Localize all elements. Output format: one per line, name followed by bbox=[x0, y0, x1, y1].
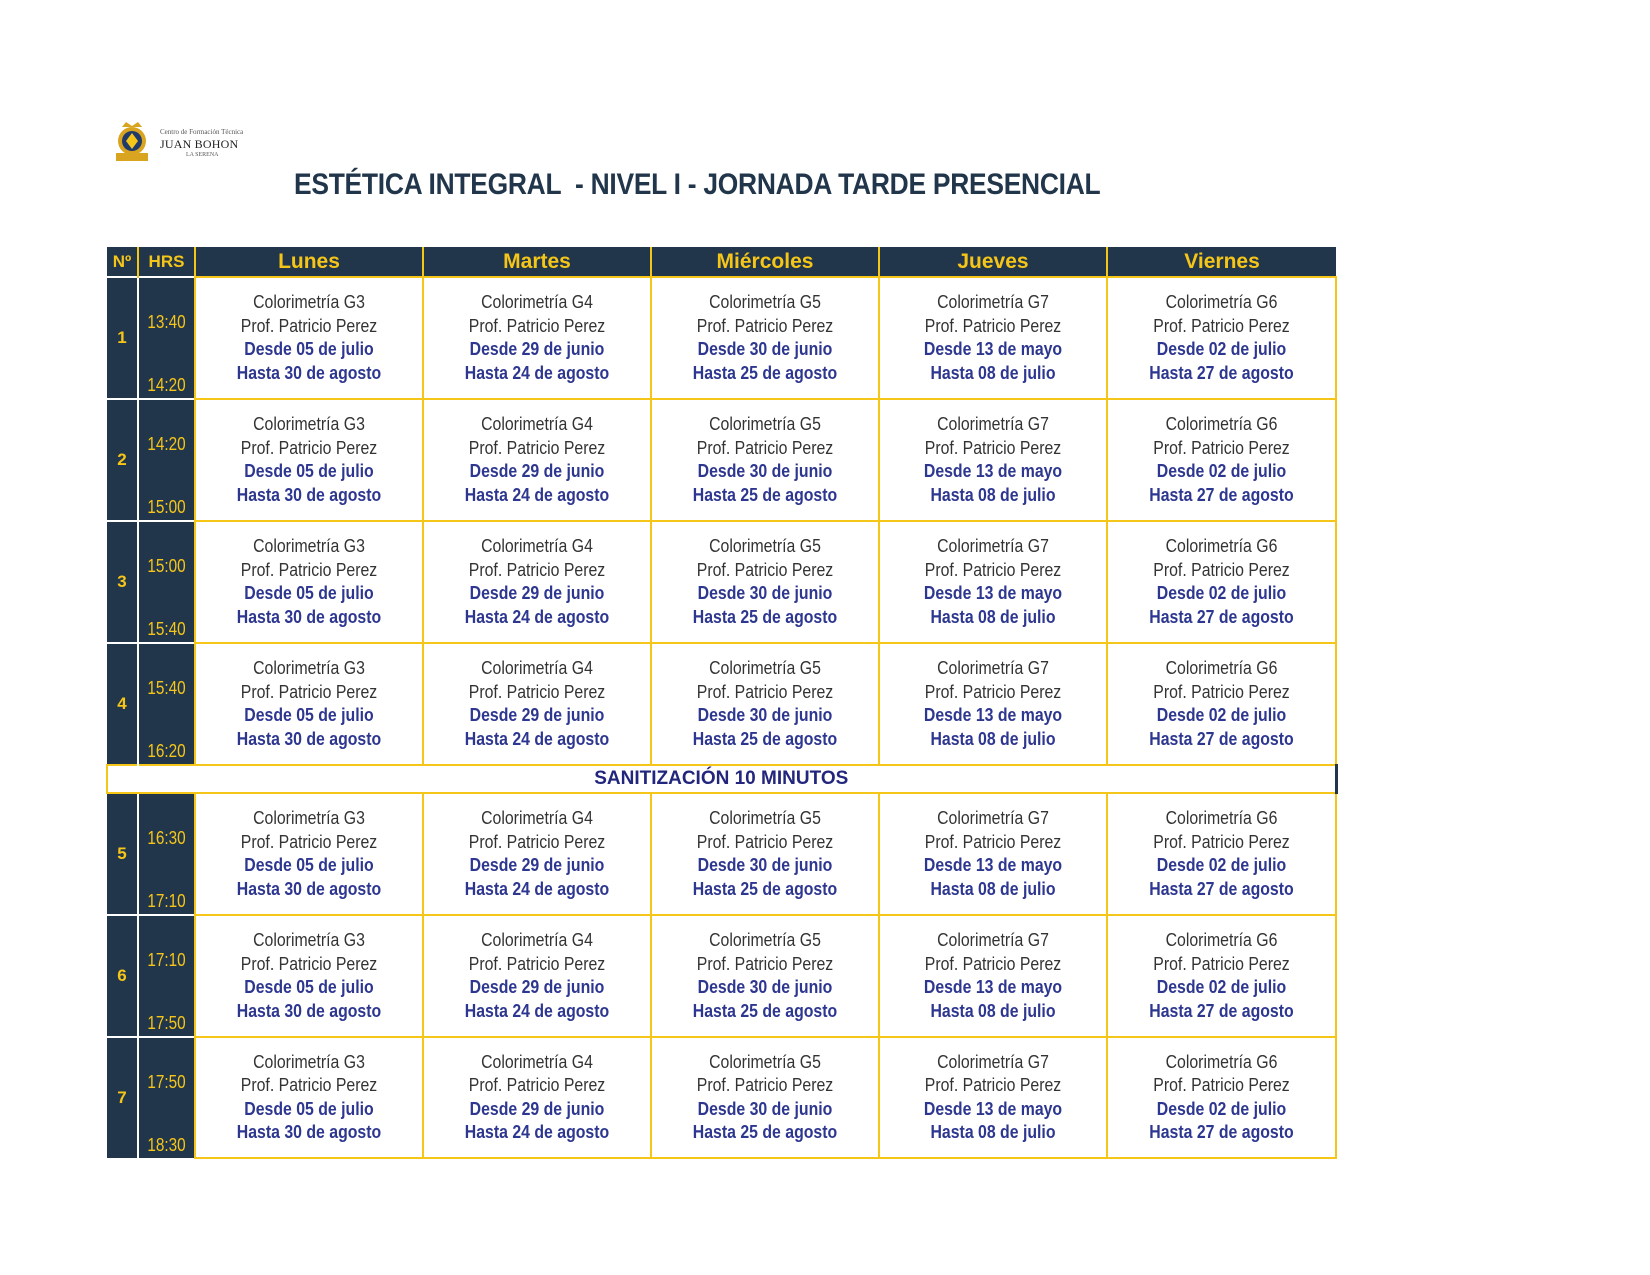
class-subject: Colorimetría G6 bbox=[1165, 1051, 1278, 1072]
class-start-date: Desde 13 de mayo bbox=[923, 977, 1063, 997]
class-cell-lunes bbox=[195, 399, 423, 521]
class-cell-jueves bbox=[879, 793, 1107, 915]
class-end-date: Hasta 27 de agosto bbox=[1149, 606, 1294, 627]
schedule-body bbox=[107, 277, 1336, 1158]
class-cell-viernes bbox=[1107, 915, 1336, 1037]
class-start-date: Desde 02 de julio bbox=[1156, 855, 1287, 875]
class-start-date: Desde 02 de julio bbox=[1156, 1098, 1287, 1119]
class-professor: Prof. Patricio Perez bbox=[1153, 315, 1290, 336]
class-professor: Prof. Patricio Perez bbox=[696, 953, 834, 974]
class-end-date: Hasta 25 de agosto bbox=[692, 362, 838, 383]
class-cell-miercoles bbox=[651, 399, 879, 521]
class-end-date: Hasta 30 de agosto bbox=[236, 484, 382, 505]
class-cell-lunes bbox=[195, 277, 423, 399]
class-subject: Colorimetría G6 bbox=[1165, 808, 1278, 828]
block-hours bbox=[138, 521, 195, 643]
class-cell-martes bbox=[423, 521, 651, 643]
class-subject: Colorimetría G7 bbox=[937, 536, 1049, 556]
block-number: 2 bbox=[107, 399, 138, 521]
start-time bbox=[139, 950, 194, 971]
class-subject: Colorimetría G5 bbox=[709, 1051, 821, 1072]
header-lunes: Lunes bbox=[195, 247, 423, 277]
header-jueves: Jueves bbox=[879, 247, 1107, 277]
institution-logo bbox=[108, 118, 248, 168]
hours-wrap bbox=[139, 278, 194, 398]
class-start-date: Desde 30 de junio bbox=[697, 705, 833, 725]
class-professor: Prof. Patricio Perez bbox=[696, 315, 834, 336]
sanitization-label: SANITIZACIÓN 10 MINUTOS bbox=[107, 765, 1336, 793]
class-professor: Prof. Patricio Perez bbox=[468, 831, 606, 852]
start-time-text: 13:40 bbox=[147, 312, 186, 332]
class-end-date: Hasta 30 de agosto bbox=[236, 1122, 382, 1142]
table-row bbox=[107, 915, 1336, 1037]
class-professor: Prof. Patricio Perez bbox=[240, 831, 378, 852]
class-cell-miercoles bbox=[651, 793, 879, 915]
class-subject: Colorimetría G5 bbox=[709, 292, 821, 312]
class-cell-jueves bbox=[879, 277, 1107, 399]
class-professor: Prof. Patricio Perez bbox=[468, 681, 606, 702]
table-row bbox=[107, 1037, 1336, 1158]
class-professor: Prof. Patricio Perez bbox=[1153, 559, 1290, 580]
class-professor: Prof. Patricio Perez bbox=[696, 681, 834, 702]
class-start-date: Desde 13 de mayo bbox=[923, 339, 1063, 359]
class-subject: Colorimetría G3 bbox=[253, 658, 365, 678]
class-professor: Prof. Patricio Perez bbox=[924, 437, 1062, 458]
class-cell-miercoles bbox=[651, 277, 879, 399]
class-professor: Prof. Patricio Perez bbox=[696, 559, 834, 580]
hours-wrap bbox=[139, 644, 194, 764]
class-cell-jueves bbox=[879, 1037, 1107, 1158]
crest-icon bbox=[108, 119, 156, 167]
class-start-date: Desde 05 de julio bbox=[244, 583, 374, 603]
start-time-text: 17:50 bbox=[147, 1072, 186, 1092]
class-start-date: Desde 05 de julio bbox=[244, 461, 374, 481]
class-professor: Prof. Patricio Perez bbox=[696, 831, 834, 852]
block-hours bbox=[138, 915, 195, 1037]
block-number: 7 bbox=[107, 1037, 138, 1158]
end-time bbox=[139, 375, 194, 396]
end-time-text: 16:20 bbox=[147, 741, 186, 761]
table-row bbox=[107, 793, 1336, 915]
class-cell-viernes bbox=[1107, 277, 1336, 399]
class-subject: Colorimetría G7 bbox=[937, 1051, 1049, 1072]
class-start-date: Desde 30 de junio bbox=[697, 1098, 833, 1119]
class-start-date: Desde 02 de julio bbox=[1156, 339, 1287, 359]
class-end-date: Hasta 27 de agosto bbox=[1149, 1000, 1294, 1021]
logo-city: LA SERENA bbox=[186, 151, 219, 158]
table-row bbox=[107, 521, 1336, 643]
block-number: 6 bbox=[107, 915, 138, 1037]
class-professor: Prof. Patricio Perez bbox=[924, 831, 1062, 852]
start-time bbox=[139, 678, 194, 699]
class-cell-viernes bbox=[1107, 793, 1336, 915]
class-professor: Prof. Patricio Perez bbox=[1153, 437, 1290, 458]
end-time-text: 18:30 bbox=[147, 1135, 186, 1155]
class-cell-martes bbox=[423, 643, 651, 765]
class-start-date: Desde 29 de junio bbox=[469, 705, 605, 725]
class-professor: Prof. Patricio Perez bbox=[240, 315, 378, 336]
class-start-date: Desde 30 de junio bbox=[697, 461, 833, 481]
end-time-text: 15:40 bbox=[147, 619, 186, 639]
class-end-date: Hasta 25 de agosto bbox=[692, 878, 838, 899]
block-hours bbox=[138, 277, 195, 399]
block-hours bbox=[138, 793, 195, 915]
class-subject: Colorimetría G5 bbox=[709, 658, 821, 678]
class-end-date: Hasta 24 de agosto bbox=[464, 728, 610, 749]
class-start-date: Desde 02 de julio bbox=[1156, 583, 1287, 603]
class-cell-lunes bbox=[195, 643, 423, 765]
class-subject: Colorimetría G5 bbox=[709, 536, 821, 556]
class-start-date: Desde 29 de junio bbox=[469, 339, 605, 359]
table-header bbox=[107, 247, 1336, 277]
class-end-date: Hasta 25 de agosto bbox=[692, 728, 838, 749]
class-start-date: Desde 30 de junio bbox=[697, 339, 833, 359]
header-viernes: Viernes bbox=[1107, 247, 1336, 277]
end-time-text: 14:20 bbox=[147, 375, 186, 395]
class-end-date: Hasta 08 de julio bbox=[930, 484, 1056, 505]
class-subject: Colorimetría G6 bbox=[1165, 292, 1278, 312]
class-subject: Colorimetría G7 bbox=[937, 808, 1049, 828]
class-end-date: Hasta 25 de agosto bbox=[692, 1122, 838, 1142]
class-subject: Colorimetría G5 bbox=[709, 414, 821, 434]
class-cell-martes bbox=[423, 793, 651, 915]
class-start-date: Desde 30 de junio bbox=[697, 977, 833, 997]
class-professor: Prof. Patricio Perez bbox=[468, 559, 606, 580]
class-end-date: Hasta 24 de agosto bbox=[464, 1000, 610, 1021]
class-cell-lunes bbox=[195, 793, 423, 915]
table-row bbox=[107, 277, 1336, 399]
class-cell-jueves bbox=[879, 915, 1107, 1037]
class-cell-lunes bbox=[195, 521, 423, 643]
class-end-date: Hasta 08 de julio bbox=[930, 1122, 1056, 1142]
class-start-date: Desde 05 de julio bbox=[244, 705, 374, 725]
hours-wrap bbox=[139, 916, 194, 1036]
class-cell-martes bbox=[423, 915, 651, 1037]
class-professor: Prof. Patricio Perez bbox=[240, 437, 378, 458]
class-start-date: Desde 13 de mayo bbox=[923, 855, 1063, 875]
header-hrs: HRS bbox=[138, 247, 195, 277]
class-start-date: Desde 05 de julio bbox=[244, 1098, 374, 1119]
class-subject: Colorimetría G6 bbox=[1165, 930, 1278, 950]
block-hours bbox=[138, 643, 195, 765]
class-cell-jueves bbox=[879, 399, 1107, 521]
end-time-text: 15:00 bbox=[147, 497, 186, 517]
class-end-date: Hasta 30 de agosto bbox=[236, 1000, 382, 1021]
class-professor: Prof. Patricio Perez bbox=[468, 437, 606, 458]
class-professor: Prof. Patricio Perez bbox=[240, 559, 378, 580]
class-start-date: Desde 29 de junio bbox=[469, 855, 605, 875]
class-professor: Prof. Patricio Perez bbox=[468, 1075, 606, 1095]
class-subject: Colorimetría G7 bbox=[937, 930, 1049, 950]
class-cell-martes bbox=[423, 1037, 651, 1158]
class-start-date: Desde 29 de junio bbox=[469, 461, 605, 481]
class-end-date: Hasta 08 de julio bbox=[930, 878, 1056, 899]
logo-name: JUAN BOHON bbox=[160, 136, 239, 151]
class-start-date: Desde 29 de junio bbox=[469, 1098, 605, 1119]
block-hours bbox=[138, 1037, 195, 1158]
header-miercoles: Miércoles bbox=[651, 247, 879, 277]
class-subject: Colorimetría G5 bbox=[709, 808, 821, 828]
class-cell-martes bbox=[423, 399, 651, 521]
hours-wrap bbox=[139, 522, 194, 642]
class-end-date: Hasta 30 de agosto bbox=[236, 362, 382, 383]
class-start-date: Desde 05 de julio bbox=[244, 855, 374, 875]
class-professor: Prof. Patricio Perez bbox=[1153, 953, 1290, 974]
class-end-date: Hasta 24 de agosto bbox=[464, 606, 610, 627]
class-start-date: Desde 05 de julio bbox=[244, 339, 374, 359]
class-end-date: Hasta 30 de agosto bbox=[236, 878, 382, 899]
class-professor: Prof. Patricio Perez bbox=[1153, 1075, 1290, 1095]
class-professor: Prof. Patricio Perez bbox=[240, 953, 378, 974]
class-subject: Colorimetría G7 bbox=[937, 292, 1049, 312]
block-number: 3 bbox=[107, 521, 138, 643]
class-end-date: Hasta 27 de agosto bbox=[1149, 878, 1294, 899]
class-professor: Prof. Patricio Perez bbox=[240, 1075, 378, 1095]
class-end-date: Hasta 08 de julio bbox=[930, 1000, 1056, 1021]
class-professor: Prof. Patricio Perez bbox=[1153, 831, 1290, 852]
class-cell-martes bbox=[423, 277, 651, 399]
class-start-date: Desde 29 de junio bbox=[469, 977, 605, 997]
table-row bbox=[107, 399, 1336, 521]
class-subject: Colorimetría G7 bbox=[937, 414, 1049, 434]
class-subject: Colorimetría G7 bbox=[937, 658, 1049, 678]
class-end-date: Hasta 27 de agosto bbox=[1149, 728, 1294, 749]
class-end-date: Hasta 27 de agosto bbox=[1149, 1122, 1294, 1142]
class-subject: Colorimetría G5 bbox=[709, 930, 821, 950]
class-end-date: Hasta 25 de agosto bbox=[692, 1000, 838, 1021]
class-end-date: Hasta 24 de agosto bbox=[464, 878, 610, 899]
block-number: 1 bbox=[107, 277, 138, 399]
class-cell-viernes bbox=[1107, 643, 1336, 765]
logo-text bbox=[160, 129, 243, 158]
class-subject: Colorimetría G3 bbox=[253, 536, 365, 556]
hours-wrap bbox=[139, 1038, 194, 1158]
sanitization-row bbox=[107, 765, 1336, 793]
class-subject: Colorimetría G4 bbox=[481, 536, 593, 556]
class-professor: Prof. Patricio Perez bbox=[696, 437, 834, 458]
start-time bbox=[139, 312, 194, 333]
block-number: 5 bbox=[107, 793, 138, 915]
class-subject: Colorimetría G4 bbox=[481, 930, 593, 950]
class-end-date: Hasta 30 de agosto bbox=[236, 728, 382, 749]
class-subject: Colorimetría G4 bbox=[481, 808, 593, 828]
class-cell-lunes bbox=[195, 915, 423, 1037]
start-time bbox=[139, 828, 194, 849]
class-start-date: Desde 13 de mayo bbox=[923, 1098, 1063, 1119]
class-cell-miercoles bbox=[651, 915, 879, 1037]
class-subject: Colorimetría G3 bbox=[253, 930, 365, 950]
class-subject: Colorimetría G3 bbox=[253, 808, 365, 828]
start-time-text: 17:10 bbox=[147, 950, 186, 970]
start-time bbox=[139, 1072, 194, 1093]
class-end-date: Hasta 08 de julio bbox=[930, 606, 1056, 627]
class-start-date: Desde 13 de mayo bbox=[923, 583, 1063, 603]
end-time-text: 17:10 bbox=[147, 891, 186, 911]
class-start-date: Desde 30 de junio bbox=[697, 855, 833, 875]
class-cell-jueves bbox=[879, 643, 1107, 765]
block-number: 4 bbox=[107, 643, 138, 765]
class-professor: Prof. Patricio Perez bbox=[924, 1075, 1062, 1095]
class-professor: Prof. Patricio Perez bbox=[468, 315, 606, 336]
class-end-date: Hasta 25 de agosto bbox=[692, 484, 838, 505]
class-cell-miercoles bbox=[651, 1037, 879, 1158]
end-time bbox=[139, 1013, 194, 1034]
class-professor: Prof. Patricio Perez bbox=[924, 953, 1062, 974]
end-time bbox=[139, 741, 194, 762]
page-title: ESTÉTICA INTEGRAL - NIVEL I - JORNADA TARDE PRESENCIAL bbox=[294, 168, 1101, 201]
class-end-date: Hasta 27 de agosto bbox=[1149, 362, 1294, 383]
logo-subtitle: Centro de Formación Técnica bbox=[160, 127, 244, 136]
class-subject: Colorimetría G3 bbox=[253, 1051, 365, 1072]
class-start-date: Desde 13 de mayo bbox=[923, 461, 1063, 481]
class-professor: Prof. Patricio Perez bbox=[924, 681, 1062, 702]
header-num: Nº bbox=[107, 247, 138, 277]
class-cell-miercoles bbox=[651, 521, 879, 643]
end-time bbox=[139, 497, 194, 518]
hours-wrap bbox=[139, 400, 194, 520]
class-end-date: Hasta 08 de julio bbox=[930, 728, 1056, 749]
class-end-date: Hasta 24 de agosto bbox=[464, 1122, 610, 1142]
start-time-text: 16:30 bbox=[147, 828, 186, 848]
class-subject: Colorimetría G6 bbox=[1165, 536, 1278, 556]
class-start-date: Desde 02 de julio bbox=[1156, 977, 1287, 997]
class-professor: Prof. Patricio Perez bbox=[696, 1075, 834, 1095]
class-cell-viernes bbox=[1107, 399, 1336, 521]
class-start-date: Desde 13 de mayo bbox=[923, 705, 1063, 725]
class-professor: Prof. Patricio Perez bbox=[240, 681, 378, 702]
class-cell-lunes bbox=[195, 1037, 423, 1158]
end-time bbox=[139, 619, 194, 640]
class-start-date: Desde 30 de junio bbox=[697, 583, 833, 603]
start-time bbox=[139, 556, 194, 577]
header-martes: Martes bbox=[423, 247, 651, 277]
table-row bbox=[107, 643, 1336, 765]
class-professor: Prof. Patricio Perez bbox=[1153, 681, 1290, 702]
class-end-date: Hasta 25 de agosto bbox=[692, 606, 838, 627]
class-professor: Prof. Patricio Perez bbox=[468, 953, 606, 974]
class-start-date: Desde 29 de junio bbox=[469, 583, 605, 603]
start-time-text: 14:20 bbox=[147, 434, 186, 454]
class-start-date: Desde 05 de julio bbox=[244, 977, 374, 997]
class-end-date: Hasta 24 de agosto bbox=[464, 362, 610, 383]
block-hours bbox=[138, 399, 195, 521]
class-cell-miercoles bbox=[651, 643, 879, 765]
start-time-text: 15:00 bbox=[147, 556, 186, 576]
class-subject: Colorimetría G4 bbox=[481, 658, 593, 678]
class-professor: Prof. Patricio Perez bbox=[924, 559, 1062, 580]
end-time-text: 17:50 bbox=[147, 1013, 186, 1033]
class-subject: Colorimetría G6 bbox=[1165, 658, 1278, 678]
hours-wrap bbox=[139, 794, 194, 914]
end-time bbox=[139, 891, 194, 912]
class-end-date: Hasta 30 de agosto bbox=[236, 606, 382, 627]
schedule-table bbox=[106, 247, 1338, 1159]
class-subject: Colorimetría G4 bbox=[481, 414, 593, 434]
class-professor: Prof. Patricio Perez bbox=[924, 315, 1062, 336]
class-subject: Colorimetría G4 bbox=[481, 292, 593, 312]
class-cell-viernes bbox=[1107, 1037, 1336, 1158]
class-subject: Colorimetría G3 bbox=[253, 414, 365, 434]
end-time bbox=[139, 1135, 194, 1156]
class-end-date: Hasta 08 de julio bbox=[930, 362, 1056, 383]
start-time-text: 15:40 bbox=[147, 678, 186, 698]
class-start-date: Desde 02 de julio bbox=[1156, 705, 1287, 725]
class-subject: Colorimetría G3 bbox=[253, 292, 365, 312]
class-subject: Colorimetría G6 bbox=[1165, 414, 1278, 434]
class-end-date: Hasta 24 de agosto bbox=[464, 484, 610, 505]
class-start-date: Desde 02 de julio bbox=[1156, 461, 1287, 481]
start-time bbox=[139, 434, 194, 455]
class-cell-jueves bbox=[879, 521, 1107, 643]
class-subject: Colorimetría G4 bbox=[481, 1051, 593, 1072]
class-cell-viernes bbox=[1107, 521, 1336, 643]
class-end-date: Hasta 27 de agosto bbox=[1149, 484, 1294, 505]
